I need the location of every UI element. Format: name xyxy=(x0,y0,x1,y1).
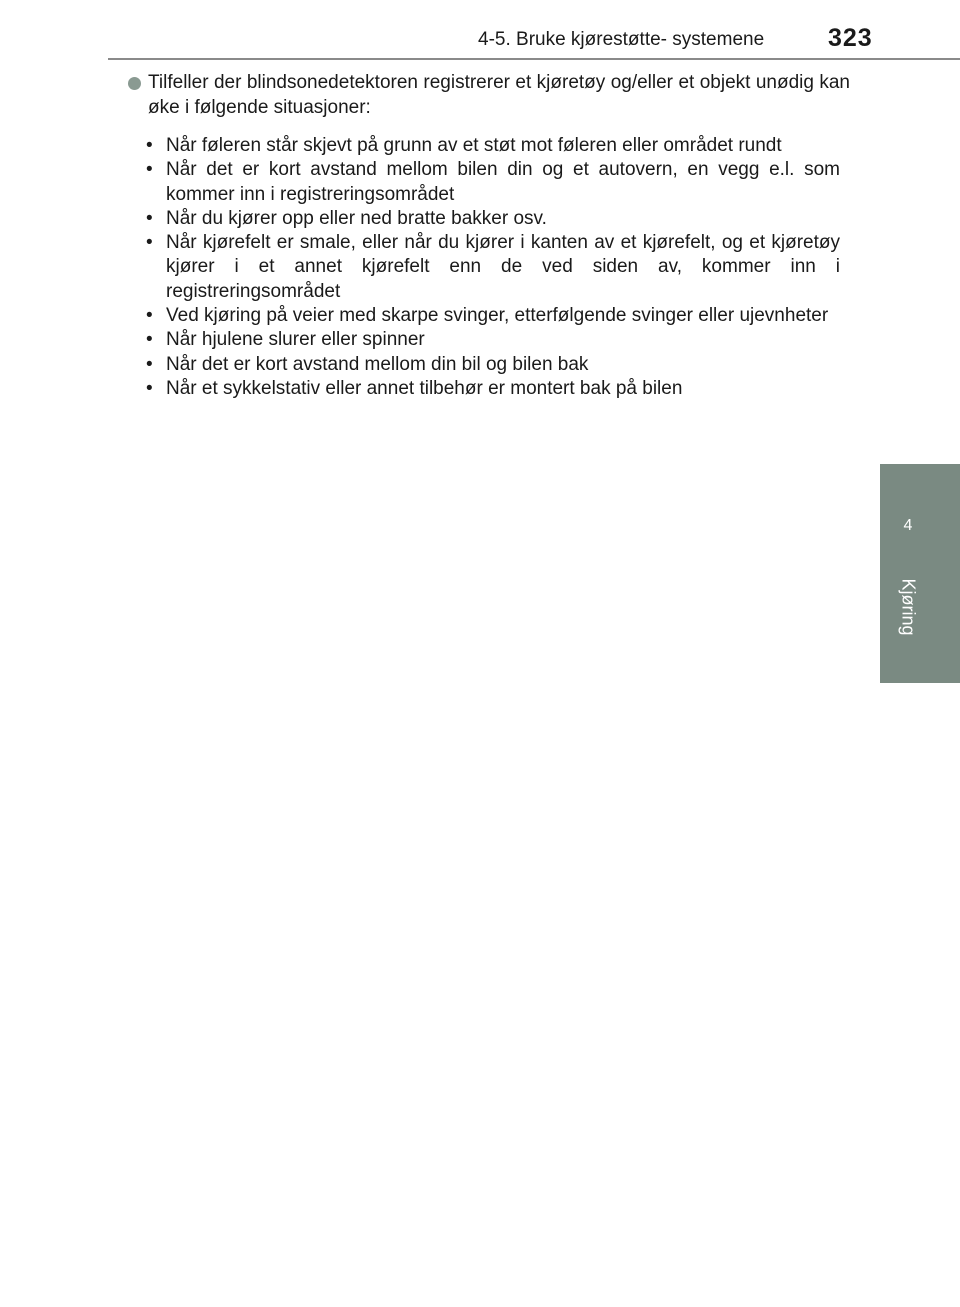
list-item-text: Når et sykkelstativ eller annet tilbehør er montert bak på bilen xyxy=(166,377,683,399)
chapter-number: 4 xyxy=(903,517,913,534)
main-content xyxy=(128,70,850,401)
chapter-label: Kjøring xyxy=(898,578,919,636)
list-item-text: Når hjulene slurer eller spinner xyxy=(166,329,425,351)
list-item-text: Ved kjøring på veier med skarpe svinger, etterfølgende svinger eller ujevnheter xyxy=(166,305,829,327)
list-item-text: Når kjørefelt er smale, eller når du kjører i kanten av et kjørefelt, og et kjøretøy kjører i et annet kjørefelt enn de ved siden av, kommer inn i registreringsområdet xyxy=(166,232,840,302)
page-number: 323 xyxy=(828,24,873,52)
bullet-dot: • xyxy=(146,232,153,254)
list-item xyxy=(146,134,840,158)
list-item xyxy=(146,231,840,304)
bullet-dot: • xyxy=(146,377,153,399)
header-divider xyxy=(108,58,960,60)
bullet-dot: • xyxy=(146,329,153,351)
list-item xyxy=(146,328,840,352)
list-item xyxy=(146,158,840,207)
section-title: 4-5. Bruke kjørestøtte- systemene xyxy=(478,29,765,50)
bullet-dot: • xyxy=(146,305,153,327)
intro-text: Tilfeller der blindsonedetektoren registrerer et kjøretøy og/eller et objekt unødig kan øke i følgende situasjoner: xyxy=(148,72,850,118)
list-item-text: Når det er kort avstand mellom din bil og bilen bak xyxy=(166,353,589,375)
intro-paragraph xyxy=(128,70,850,120)
bullet-dot: • xyxy=(146,353,153,375)
bullet-dot: • xyxy=(146,159,153,181)
list-item xyxy=(146,353,840,377)
chapter-side-tab xyxy=(880,464,960,683)
bullet-dot: • xyxy=(146,207,153,229)
bullet-dot: • xyxy=(146,135,153,156)
list-item xyxy=(146,304,840,328)
list-item-text: Når du kjører opp eller ned bratte bakker osv. xyxy=(166,207,547,229)
list-item xyxy=(146,207,840,231)
situation-list xyxy=(128,134,850,401)
list-item-text: Når føleren står skjevt på grunn av et støt mot føleren eller området rundt xyxy=(166,135,782,156)
circle-bullet-icon xyxy=(128,77,141,90)
list-item xyxy=(146,377,840,401)
list-item-text: Når det er kort avstand mellom bilen din og et autovern, en vegg e.l. som kommer inn i registreringsområdet xyxy=(166,159,840,205)
